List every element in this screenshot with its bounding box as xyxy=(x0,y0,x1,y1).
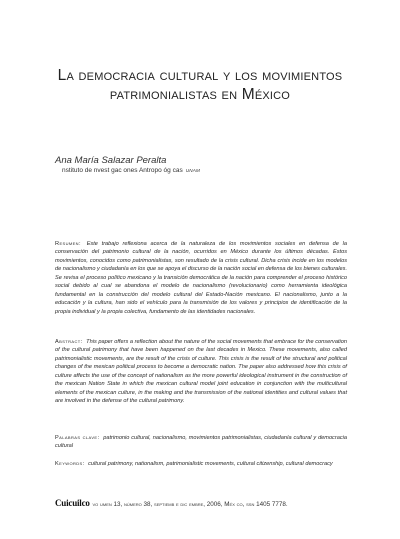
article-title xyxy=(50,66,350,104)
affiliation-unit: UNAM xyxy=(185,168,201,173)
resumen-label: Resumen: xyxy=(55,241,81,247)
palabras-clave-section xyxy=(55,434,347,451)
author-affiliation xyxy=(62,167,200,174)
resumen-text: Este trabajo reflexiona acerca de la naturaleza de los movimientos sociales en defensa de la conservación del patrimonio cultural de la nación, ocurridos en México durante los últimos décadas. Estos movimientos, conocidos como patrimonialistas, son resultado de la crisis cultural. Dicha crisis incide en los modelos de nacionalismo y ciudadanía en los que se apoya el discurso de la nación social en defensa de los bienes culturales. Se revisa el proceso político mexicano y la transición democrática de la nación para comprender el proceso histórico social debido al cual se abandona el modelo de nacionalismo (revolucionario) como herramienta ideológica fundamental en la construcción del modelo cultural del Estado-Nación mexicano. El nacionalismo, junto a la educación y la cultura, han sido el vehículo para la transmisión de los valores y principios de identificación de la propia individual y la propia colectiva, fundamento de las identidades nacionales. xyxy=(55,241,347,315)
affiliation-institute: nstituto de nvest gac ones Antropo óg cas xyxy=(62,167,183,174)
keywords-text: cultural patrimony, nationalism, patrimonialistic movements, cultural citizenship, cultural democracy xyxy=(88,461,333,467)
palabras-clave-label: Palabras clave: xyxy=(55,435,100,441)
abstract-text: This paper offers a reflection about the nature of the social movements that embrace for the conservation of the cultural patrimony that have been happened on the last decades in Mexico. These movements, also called patrimonialistic movements, are the result of the crisis of culture. This crisis is the result of the structural and political changes of the mexican political process to become a democratic nation. The paper also addressed how this crisis of culture affects the use of the concept of nationalism as the more powerful ideological instrument in the construction of the mexican Nation State in which the mexican cultural model joint education in conjunction with the multicultural elements of the mexican culture, in the making and the transmission of the national identities and cultural values that are involved in the defense of the cultural patrimony. xyxy=(55,339,347,405)
journal-footer xyxy=(55,498,355,508)
abstract-label: Abstract: xyxy=(55,339,83,345)
journal-citation: vo umen 13, número 38, septiemb e dic embre, 2006, Méx co, ssn 1405 7778. xyxy=(92,501,288,508)
author-name: Ana María Salazar Peralta xyxy=(55,155,167,166)
title-line-1: La democracia cultural y los movimientos xyxy=(57,67,343,84)
abstract-section xyxy=(55,338,347,406)
keywords-label: Keywords: xyxy=(55,461,85,467)
keywords-section xyxy=(55,460,347,468)
journal-logo: Cuicuilco xyxy=(55,498,90,508)
title-line-2: patrimonialistas en México xyxy=(109,86,291,103)
palabras-clave-text: patrimonio cultural, nacionalismo, movimientos patrimonialistas, ciudadanía cultural y democracia cultural xyxy=(55,435,347,450)
resumen-section xyxy=(55,240,347,316)
